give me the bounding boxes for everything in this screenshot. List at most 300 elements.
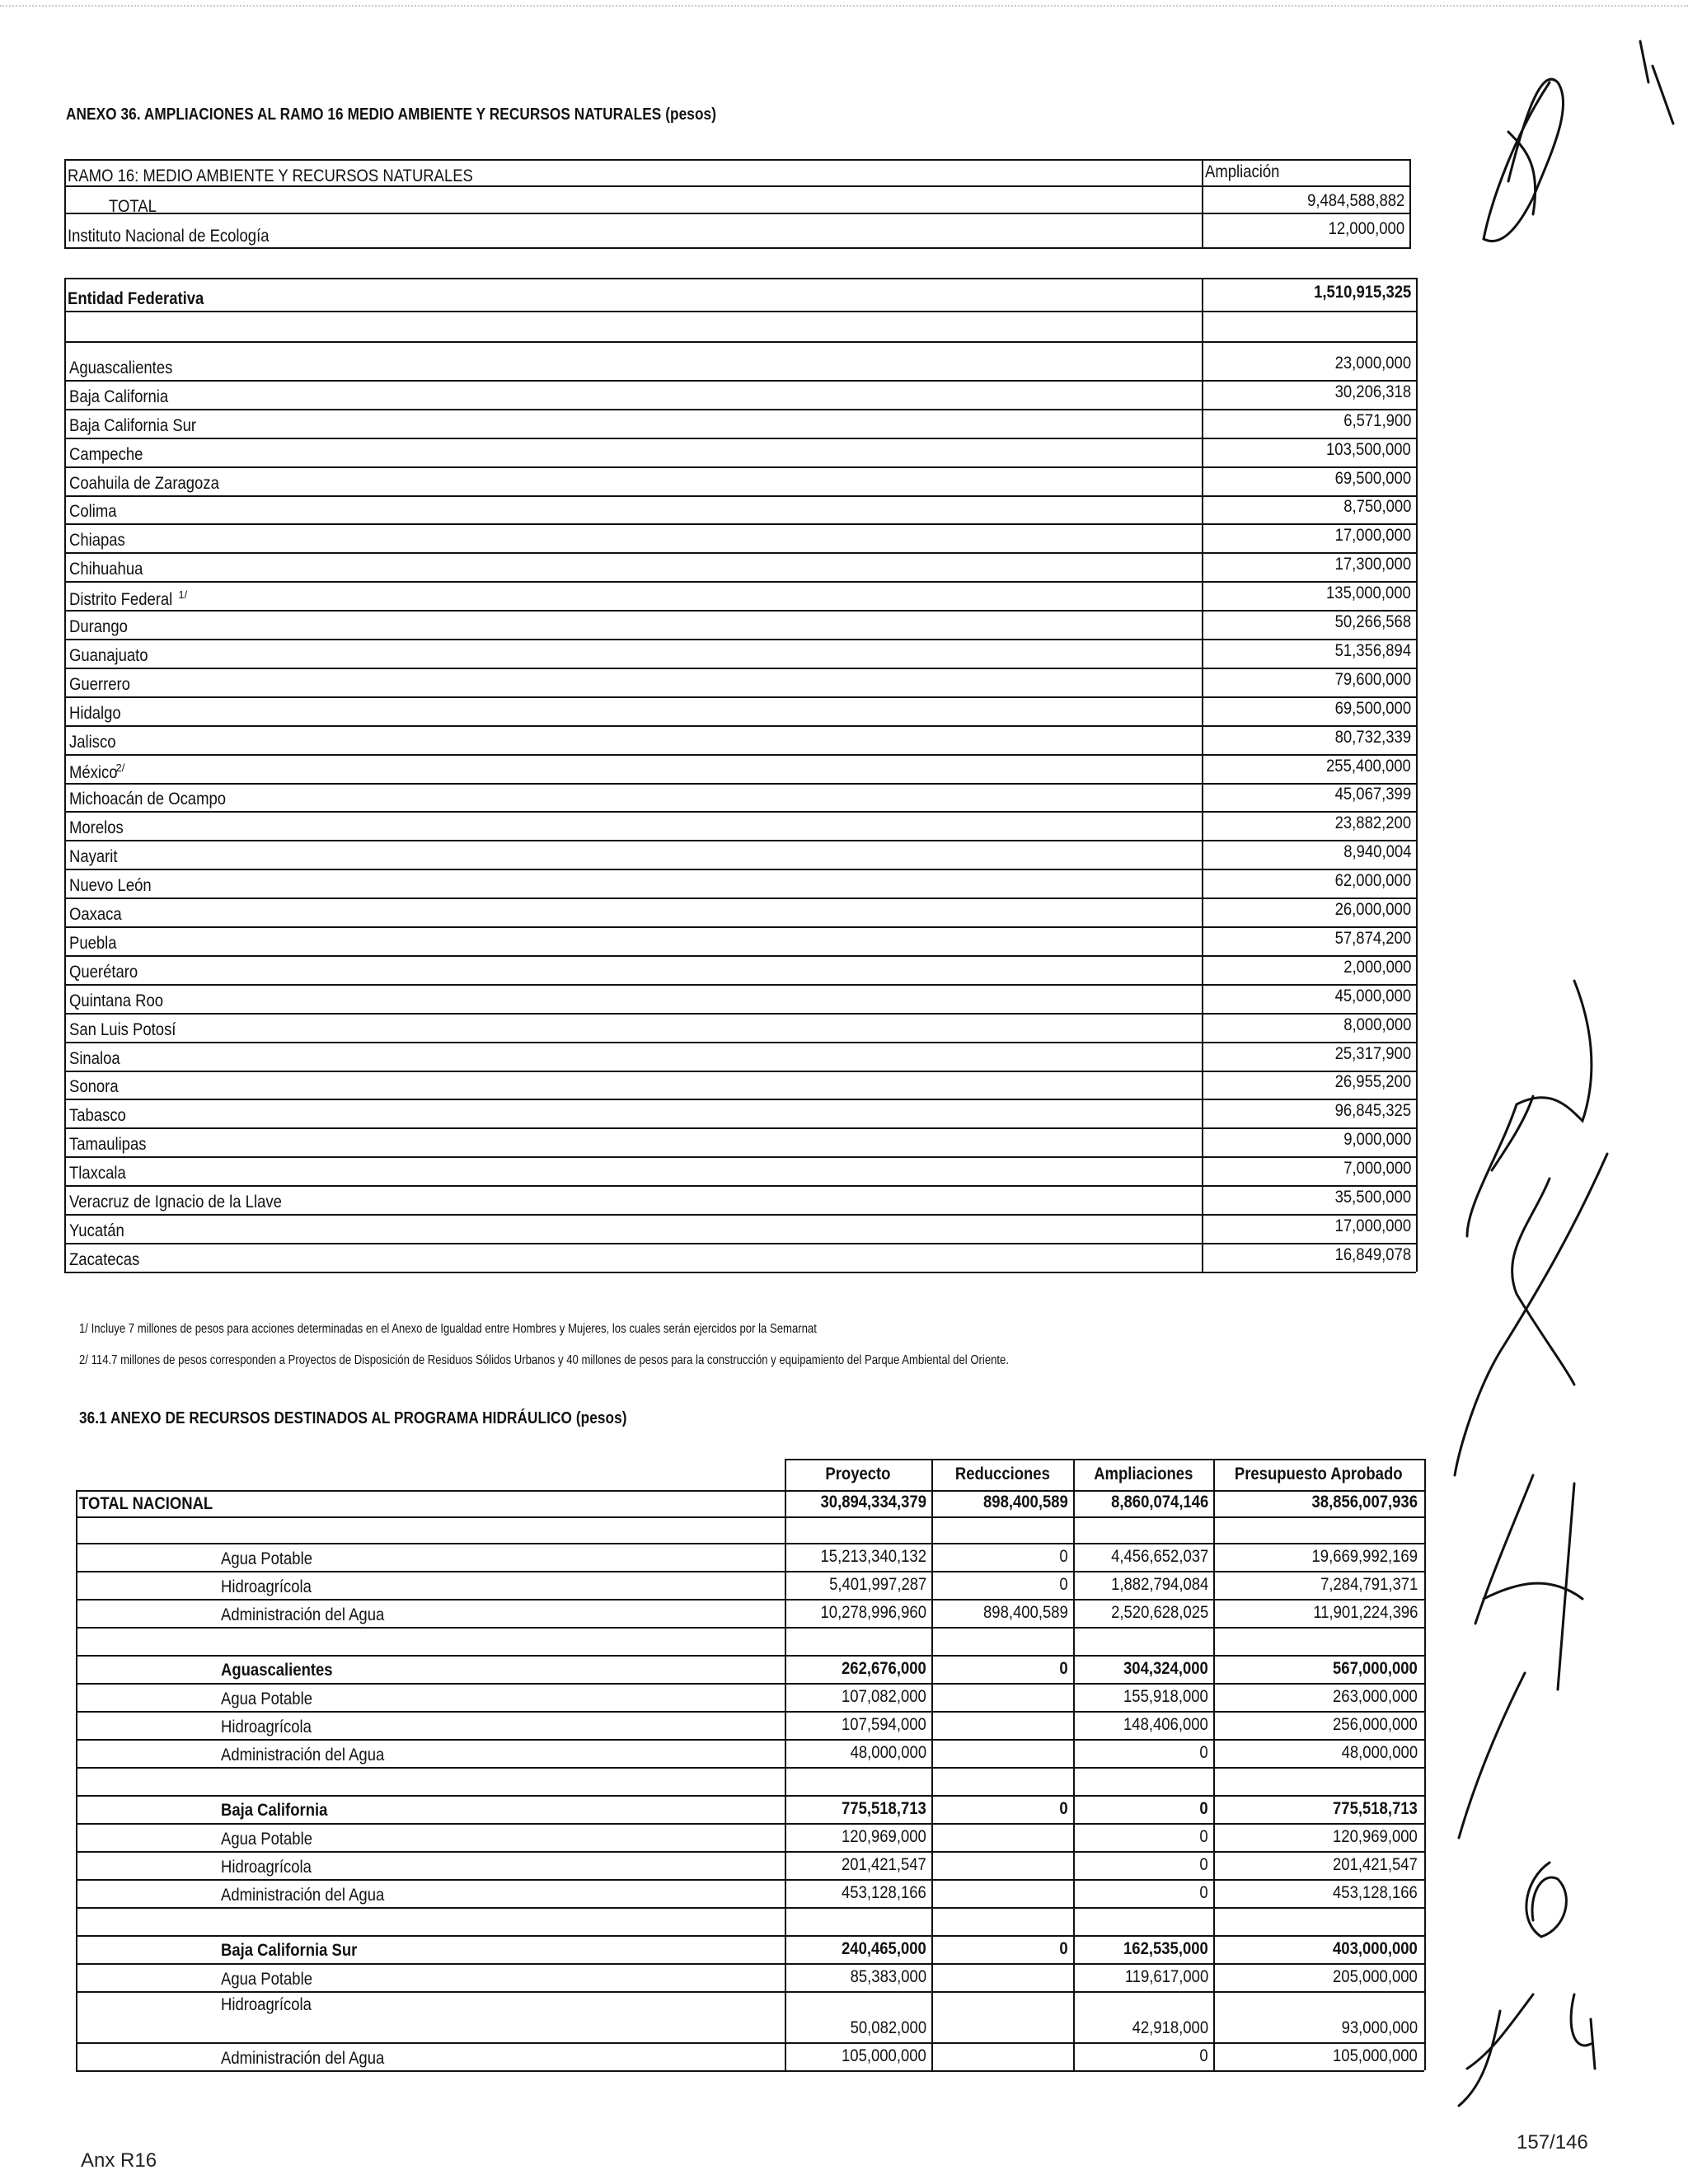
column-header	[785, 1465, 931, 1483]
state-group-value-text: 775,518,713	[1333, 1799, 1418, 1818]
state-ampliacion-text: 57,874,200	[1334, 929, 1411, 948]
state-name	[69, 1251, 149, 1268]
state-group-value-text: 0	[1059, 1939, 1068, 1958]
program-line-value-text: 120,969,000	[1333, 1827, 1418, 1846]
state-name	[69, 1136, 157, 1153]
state-name-text: Aguascalientes	[69, 359, 173, 377]
program-line-value-text: 4,456,652,037	[1110, 1547, 1208, 1566]
state-ampliacion-text: 16,849,078	[1334, 1245, 1411, 1264]
rule	[64, 159, 1409, 161]
row-rule	[64, 1042, 1416, 1043]
row-rule	[64, 926, 1416, 928]
column-header	[1073, 1465, 1213, 1483]
state-name	[69, 1078, 125, 1095]
state-group-label-text: Aguascalientes	[221, 1661, 333, 1680]
program-line-label-text: Agua Potable	[221, 1970, 312, 1989]
state-name-text: Distrito Federal	[69, 590, 173, 609]
rule	[785, 1459, 1424, 1460]
program-line-value-text: 93,000,000	[1341, 2018, 1418, 2037]
program-line-label	[221, 1550, 325, 1568]
handwritten-signatures	[1451, 33, 1688, 2110]
program-line-value	[1088, 1576, 1418, 1593]
program-line-value	[1088, 1884, 1418, 1901]
state-name-text: Sonora	[69, 1077, 119, 1096]
footnote-2: 2/ 114.7 millones de pesos corresponden a Proyectos de Disposición de Residuos Sólidos Urbanos y 40 millones de pesos para la construcción y equipamiento del Parque Ambiental del Oriente.	[79, 1353, 1009, 1367]
program-line-value-text: 205,000,000	[1333, 1967, 1418, 1986]
program-line-value	[1088, 2047, 1418, 2064]
rule	[64, 341, 1416, 343]
state-group-value	[1088, 1940, 1418, 1957]
state-ampliacion	[1081, 987, 1411, 1005]
ine-label	[68, 227, 297, 245]
row-rule	[76, 1851, 1424, 1853]
program-line-value-text: 0	[1059, 1575, 1068, 1594]
rule	[1424, 1459, 1426, 2070]
row-rule	[64, 552, 1416, 554]
state-name	[69, 790, 247, 808]
state-ampliacion-text: 9,000,000	[1343, 1130, 1411, 1149]
state-name	[69, 762, 124, 781]
row-rule	[64, 754, 1416, 756]
row-rule	[64, 783, 1416, 785]
state-ampliacion-text: 6,571,900	[1343, 411, 1411, 430]
program-line-value-text: 19,669,992,169	[1311, 1547, 1418, 1566]
row-rule	[64, 984, 1416, 986]
total-label	[109, 198, 163, 215]
footnote-marker: 1/	[178, 588, 188, 601]
state-ampliacion	[1081, 1045, 1411, 1062]
state-ampliacion	[1081, 441, 1411, 458]
state-ampliacion	[1081, 757, 1411, 775]
row-rule	[64, 1272, 1416, 1273]
row-rule	[76, 1543, 1424, 1544]
state-ampliacion	[1081, 527, 1411, 544]
program-line-value	[1088, 2019, 1418, 2036]
state-ampliacion-text: 79,600,000	[1334, 670, 1411, 689]
row-rule	[76, 1571, 1424, 1572]
row-rule	[64, 811, 1416, 813]
state-ampliacion	[1081, 470, 1411, 487]
state-group-value-text: 0	[1059, 1659, 1068, 1678]
program-line-value	[1088, 1856, 1418, 1873]
state-group-value-text: 403,000,000	[1333, 1939, 1418, 1958]
program-line-value-text: 201,421,547	[1333, 1855, 1418, 1874]
state-ampliacion-text: 30,206,318	[1334, 382, 1411, 401]
program-line-value-text: 148,406,000	[1123, 1715, 1208, 1734]
program-line-value-text: 107,594,000	[842, 1715, 926, 1734]
row-rule	[64, 898, 1416, 899]
total-nacional-value	[1088, 1493, 1418, 1511]
state-ampliacion	[1081, 354, 1411, 372]
state-name-text: Oaxaca	[69, 905, 122, 924]
ine-value	[1075, 220, 1404, 237]
state-name	[69, 705, 128, 722]
state-name	[69, 963, 148, 981]
state-name-text: Guerrero	[69, 675, 130, 694]
rule	[64, 278, 66, 1272]
program-line-value-text: 7,284,791,371	[1320, 1575, 1418, 1594]
program-line-value-text: 0	[1199, 1827, 1208, 1846]
program-line-label	[221, 1718, 324, 1736]
row-rule	[64, 610, 1416, 612]
state-name	[69, 676, 138, 693]
program-line-value-text: 48,000,000	[1341, 1743, 1418, 1762]
state-name-text: Puebla	[69, 934, 117, 953]
row-rule	[64, 495, 1416, 497]
program-line-value-text: 453,128,166	[842, 1883, 926, 1902]
program-line-value-text: 120,969,000	[842, 1827, 926, 1846]
state-ampliacion-text: 7,000,000	[1343, 1159, 1411, 1178]
program-line-value-text: 48,000,000	[850, 1743, 926, 1762]
row-rule	[64, 639, 1416, 640]
state-name	[69, 475, 240, 492]
state-name-text: Guanajuato	[69, 646, 148, 665]
state-name	[69, 992, 176, 1010]
column-header-text: Proyecto	[825, 1465, 891, 1483]
state-name-text: Nuevo León	[69, 876, 152, 895]
program-line-label	[221, 1886, 406, 1904]
state-ampliacion-text: 35,500,000	[1334, 1188, 1411, 1207]
total-nacional-label	[79, 1495, 231, 1512]
state-name-text: Baja California	[69, 387, 169, 406]
row-rule	[64, 466, 1416, 468]
row-rule	[76, 1490, 1424, 1492]
row-rule	[64, 725, 1416, 727]
rule	[64, 159, 66, 249]
program-line-label-text: Administración del Agua	[221, 1886, 385, 1905]
row-rule	[76, 1683, 1424, 1685]
program-line-label-text: Hidroagrícola	[221, 1577, 312, 1596]
state-group-value-text: 162,535,000	[1123, 1939, 1208, 1958]
state-ampliacion-text: 26,000,000	[1334, 900, 1411, 919]
state-name-text: Zacatecas	[69, 1250, 140, 1269]
state-ampliacion	[1081, 1217, 1411, 1235]
state-name	[69, 1165, 134, 1182]
program-line-value-text: 105,000,000	[1333, 2046, 1418, 2065]
row-rule	[76, 1516, 1424, 1518]
row-rule	[64, 581, 1416, 583]
row-rule	[76, 1655, 1424, 1657]
total-label-text: TOTAL	[109, 197, 157, 216]
program-line-value-text: 42,918,000	[1132, 2018, 1208, 2037]
state-name-text: Querétaro	[69, 963, 138, 982]
row-rule	[64, 1127, 1416, 1129]
row-rule	[76, 1795, 1424, 1797]
footer-page-number: 157/146	[1517, 2131, 1588, 2154]
state-name-text: Campeche	[69, 445, 143, 464]
rule	[1073, 1459, 1075, 2070]
state-ampliacion	[1081, 1073, 1411, 1090]
program-line-label-text: Agua Potable	[221, 1549, 312, 1568]
row-rule	[64, 1099, 1416, 1100]
row-rule	[76, 1767, 1424, 1769]
state-name	[69, 1222, 132, 1240]
state-ampliacion	[1081, 1246, 1411, 1263]
program-line-value-text: 0	[1199, 1883, 1208, 1902]
state-name-text: Morelos	[69, 818, 124, 837]
program-line-label	[221, 1971, 325, 1988]
state-ampliacion-text: 23,000,000	[1334, 354, 1411, 373]
state-ampliacion	[1081, 613, 1411, 630]
footnote-marker: 2/	[115, 762, 125, 774]
state-ampliacion	[1081, 1188, 1411, 1206]
rule	[64, 185, 1409, 187]
state-group-label-text: Baja California	[221, 1801, 328, 1820]
program-line-value-text: 201,421,547	[842, 1855, 926, 1874]
state-name-text: Colima	[69, 502, 117, 521]
program-line-value-text: 0	[1199, 1855, 1208, 1874]
annex-36-title: ANEXO 36. AMPLIACIONES AL RAMO 16 MEDIO AMBIENTE Y RECURSOS NATURALES (pesos)	[66, 105, 717, 124]
rule	[1409, 159, 1411, 249]
state-ampliacion-text: 51,356,894	[1334, 641, 1411, 660]
row-rule	[76, 1711, 1424, 1713]
state-name	[69, 733, 122, 751]
program-line-value	[1088, 1744, 1418, 1761]
row-rule	[76, 1907, 1424, 1909]
program-line-value-text: 10,278,996,960	[820, 1603, 926, 1622]
program-line-label-text: Agua Potable	[221, 1830, 312, 1849]
state-name-text: Durango	[69, 617, 128, 636]
program-line-value-text: 11,901,224,396	[1312, 1603, 1418, 1622]
state-ampliacion	[1081, 671, 1411, 688]
state-group-label	[221, 1802, 342, 1819]
rule	[64, 278, 1416, 279]
column-header-text: Reducciones	[954, 1465, 1050, 1483]
row-rule	[64, 1185, 1416, 1187]
state-ampliacion-text: 62,000,000	[1334, 871, 1411, 890]
program-line-label-text: Hidroagrícola	[221, 1858, 312, 1877]
state-name-text: Jalisco	[69, 733, 116, 752]
state-ampliacion	[1081, 555, 1411, 573]
state-ampliacion-text: 8,750,000	[1343, 497, 1411, 516]
state-name	[69, 589, 187, 608]
row-rule	[76, 1935, 1424, 1937]
row-rule	[76, 1879, 1424, 1881]
program-line-label	[221, 1690, 325, 1708]
rule	[785, 1459, 786, 2070]
program-line-value-text: 107,082,000	[842, 1687, 926, 1706]
row-rule	[64, 409, 1416, 410]
state-name	[69, 560, 153, 578]
state-ampliacion	[1081, 958, 1411, 976]
ine-value-text: 12,000,000	[1328, 219, 1404, 238]
rule	[76, 1490, 77, 2070]
program-line-value-text: 85,383,000	[850, 1967, 926, 1986]
ampliacion-header-text: Ampliación	[1205, 162, 1280, 181]
state-ampliacion	[1081, 843, 1411, 860]
state-ampliacion-text: 17,000,000	[1334, 1216, 1411, 1235]
state-ampliacion-text: 69,500,000	[1334, 469, 1411, 488]
state-name	[69, 1107, 134, 1124]
state-group-label-text: Baja California Sur	[221, 1941, 358, 1960]
state-name-text: San Luis Potosí	[69, 1020, 176, 1039]
row-rule	[64, 696, 1416, 698]
state-name	[69, 935, 123, 952]
state-name-text: Michoacán de Ocampo	[69, 790, 227, 808]
entity-label-text: Entidad Federativa	[68, 289, 204, 308]
state-name-text: Yucatán	[69, 1221, 124, 1240]
state-group-value-text: 567,000,000	[1333, 1659, 1418, 1678]
program-line-value-text: 5,401,997,287	[828, 1575, 926, 1594]
column-header	[931, 1465, 1073, 1483]
column-header-text: Ampliaciones	[1093, 1465, 1193, 1483]
state-ampliacion	[1081, 1131, 1411, 1148]
row-rule	[76, 2042, 1424, 2044]
state-ampliacion-text: 96,845,325	[1334, 1101, 1411, 1120]
state-name-text: Coahuila de Zaragoza	[69, 474, 219, 493]
footer-left: Anx R16	[81, 2149, 157, 2172]
state-group-value-text: 775,518,713	[842, 1799, 926, 1818]
state-name-text: Baja California Sur	[69, 416, 197, 435]
row-rule	[76, 1963, 1424, 1965]
state-name-text: Tabasco	[69, 1106, 126, 1125]
row-rule	[64, 1214, 1416, 1216]
program-line-label	[221, 1830, 325, 1848]
state-ampliacion-text: 8,940,004	[1343, 842, 1411, 861]
state-name	[69, 503, 123, 520]
annex-36-1-title: 36.1 ANEXO DE RECURSOS DESTINADOS AL PROGRAMA HIDRÁULICO (pesos)	[79, 1409, 627, 1427]
entity-total-value	[1081, 284, 1411, 301]
program-line-value	[1088, 1548, 1418, 1565]
program-line-value-text: 119,617,000	[1124, 1967, 1208, 1986]
program-line-value-text: 105,000,000	[842, 2046, 926, 2065]
ramo16-header-label-text: RAMO 16: MEDIO AMBIENTE Y RECURSOS NATURALES	[68, 166, 473, 185]
state-name	[69, 388, 182, 405]
entity-total-value-text: 1,510,915,325	[1313, 283, 1411, 302]
row-rule	[64, 438, 1416, 439]
ampliacion-header	[1205, 163, 1290, 180]
state-ampliacion	[1081, 700, 1411, 717]
state-name	[69, 877, 162, 894]
state-name	[69, 359, 186, 377]
state-name-text: Chihuahua	[69, 560, 143, 579]
state-ampliacion-text: 45,000,000	[1334, 987, 1411, 1005]
state-ampliacion	[1081, 383, 1411, 401]
program-line-label	[221, 1996, 324, 2013]
program-line-value-text: 155,918,000	[1123, 1687, 1208, 1706]
state-name	[69, 1050, 127, 1067]
program-line-label-text: Hidroagrícola	[221, 1718, 312, 1736]
row-rule	[64, 1243, 1416, 1244]
total-nacional-value-text: 8,860,074,146	[1110, 1493, 1208, 1511]
state-group-value-text: 0	[1059, 1799, 1068, 1818]
state-group-value-text: 304,324,000	[1123, 1659, 1208, 1678]
state-ampliacion	[1081, 1102, 1411, 1119]
state-ampliacion-text: 2,000,000	[1343, 958, 1411, 977]
program-line-value-text: 256,000,000	[1333, 1715, 1418, 1734]
program-line-label-text: Administración del Agua	[221, 2049, 385, 2068]
state-name-text: Quintana Roo	[69, 991, 164, 1010]
total-nacional-label-text: TOTAL NACIONAL	[79, 1494, 213, 1513]
state-group-value	[1088, 1800, 1418, 1817]
state-name-text: Hidalgo	[69, 704, 121, 723]
state-name	[69, 647, 159, 664]
state-ampliacion-text: 255,400,000	[1326, 757, 1411, 776]
row-rule	[64, 955, 1416, 957]
state-ampliacion-text: 45,067,399	[1334, 785, 1411, 804]
state-ampliacion-text: 23,882,200	[1334, 813, 1411, 832]
state-ampliacion-text: 135,000,000	[1326, 583, 1411, 602]
program-line-value	[1088, 1688, 1418, 1705]
state-group-label	[221, 1942, 376, 1959]
program-line-value-text: 898,400,589	[983, 1603, 1068, 1622]
program-line-value	[1088, 1968, 1418, 1985]
program-line-value	[1088, 1716, 1418, 1733]
ramo16-header-label	[68, 167, 528, 185]
state-group-label	[221, 1661, 348, 1679]
rule	[64, 247, 1409, 249]
row-rule	[76, 1991, 1424, 1993]
program-line-value-text: 263,000,000	[1333, 1687, 1418, 1706]
state-name	[69, 819, 131, 837]
row-rule	[76, 1739, 1424, 1741]
state-ampliacion	[1081, 498, 1411, 515]
state-name	[69, 446, 153, 463]
program-line-label-text: Administración del Agua	[221, 1605, 385, 1624]
state-ampliacion-text: 50,266,568	[1334, 612, 1411, 631]
state-name	[69, 618, 136, 635]
state-ampliacion-text: 80,732,339	[1334, 728, 1411, 747]
rule	[931, 1459, 933, 2070]
state-name-text: Tamaulipas	[69, 1135, 147, 1154]
state-ampliacion	[1081, 642, 1411, 659]
state-ampliacion-text: 8,000,000	[1343, 1015, 1411, 1034]
row-rule	[64, 840, 1416, 841]
rule	[1213, 1459, 1215, 2070]
rule	[64, 311, 1416, 312]
row-rule	[64, 1156, 1416, 1158]
program-line-label-text: Agua Potable	[221, 1690, 312, 1708]
scan-edge	[0, 5, 1688, 7]
state-name-text: Nayarit	[69, 847, 118, 866]
rule	[1416, 278, 1418, 1272]
row-rule	[64, 1071, 1416, 1072]
state-group-value	[1088, 1660, 1418, 1677]
state-ampliacion	[1081, 1016, 1411, 1033]
total-nacional-value-text: 898,400,589	[983, 1493, 1068, 1511]
state-name-text: Veracruz de Ignacio de la Llave	[69, 1193, 282, 1212]
state-ampliacion-text: 103,500,000	[1326, 440, 1411, 459]
program-line-label	[221, 1858, 324, 1876]
program-line-value-text: 0	[1199, 1743, 1208, 1762]
row-rule	[64, 380, 1416, 382]
row-rule	[64, 668, 1416, 669]
state-group-value-text: 262,676,000	[842, 1659, 926, 1678]
program-line-label	[221, 2050, 406, 2067]
state-name-text: Chiapas	[69, 531, 125, 550]
program-line-value-text: 2,520,628,025	[1110, 1603, 1208, 1622]
state-ampliacion	[1081, 584, 1411, 602]
row-rule	[76, 1599, 1424, 1601]
program-line-value	[1088, 1828, 1418, 1845]
state-group-value-text: 0	[1199, 1799, 1208, 1818]
row-rule	[64, 523, 1416, 525]
row-rule	[76, 2070, 1424, 2072]
state-ampliacion-text: 69,500,000	[1334, 699, 1411, 718]
state-ampliacion	[1081, 901, 1411, 918]
program-line-label-text: Hidroagrícola	[221, 1995, 312, 2014]
state-ampliacion-text: 25,317,900	[1334, 1044, 1411, 1063]
program-line-label-text: Administración del Agua	[221, 1746, 385, 1765]
program-line-value-text: 0	[1199, 2046, 1208, 2065]
state-ampliacion	[1081, 872, 1411, 889]
state-name	[69, 532, 133, 549]
state-ampliacion-text: 17,000,000	[1334, 526, 1411, 545]
entity-label	[68, 290, 223, 307]
state-name-text: México	[69, 763, 118, 782]
state-name-text: Sinaloa	[69, 1049, 120, 1068]
total-nacional-value-text: 38,856,007,936	[1311, 1493, 1418, 1511]
